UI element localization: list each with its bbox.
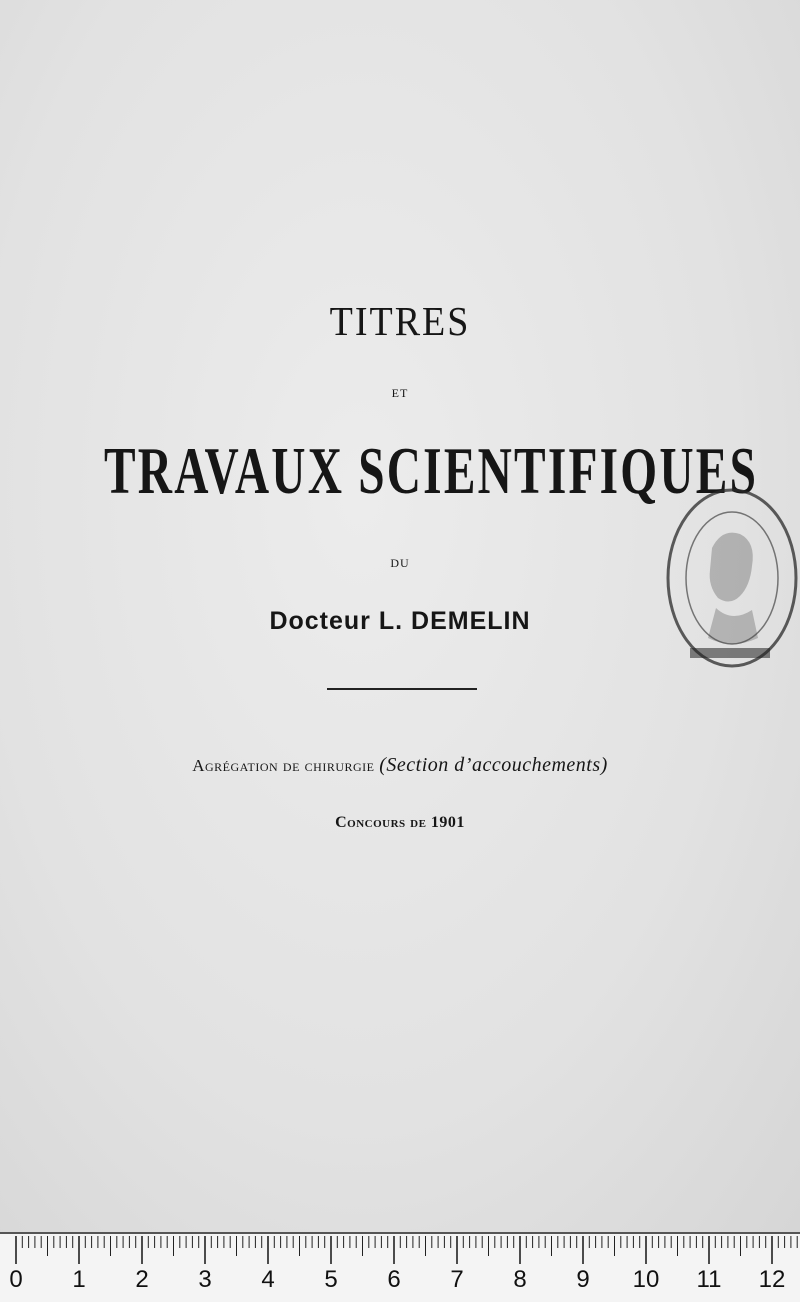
ruler-number: 7 bbox=[450, 1266, 464, 1293]
title-travaux-scientifiques: TRAVAUX SCIENTIFIQUES bbox=[104, 433, 759, 508]
ruler-number: 11 bbox=[696, 1266, 722, 1293]
title-titres: TITRES bbox=[329, 299, 471, 345]
agregation-section: (Section d’accouchements) bbox=[379, 754, 608, 776]
connector-et: ET bbox=[391, 386, 409, 400]
ruler-number: 2 bbox=[135, 1266, 149, 1293]
ruler-number: 3 bbox=[198, 1266, 212, 1293]
library-stamp-icon bbox=[660, 478, 800, 678]
agregation-line bbox=[0, 754, 800, 777]
measurement-ruler bbox=[0, 1232, 800, 1302]
ruler-ticks bbox=[0, 1234, 800, 1268]
ruler-number: 10 bbox=[632, 1266, 660, 1293]
ruler-number: 12 bbox=[758, 1266, 786, 1293]
concours-line: Concours de 1901 bbox=[335, 814, 465, 831]
connector-du: DU bbox=[390, 556, 410, 570]
author-name: Docteur L. DEMELIN bbox=[269, 607, 531, 635]
ruler-number: 0 bbox=[9, 1266, 23, 1293]
ruler-number: 4 bbox=[261, 1266, 275, 1293]
ruler-number: 6 bbox=[387, 1266, 401, 1293]
ruler-number: 8 bbox=[513, 1266, 527, 1293]
agregation-prefix: Agrégation de chirurgie bbox=[192, 756, 375, 775]
horizontal-rule bbox=[327, 688, 477, 690]
ruler-number: 5 bbox=[324, 1266, 338, 1293]
ruler-number: 9 bbox=[576, 1266, 590, 1293]
ruler-number: 1 bbox=[72, 1266, 86, 1293]
